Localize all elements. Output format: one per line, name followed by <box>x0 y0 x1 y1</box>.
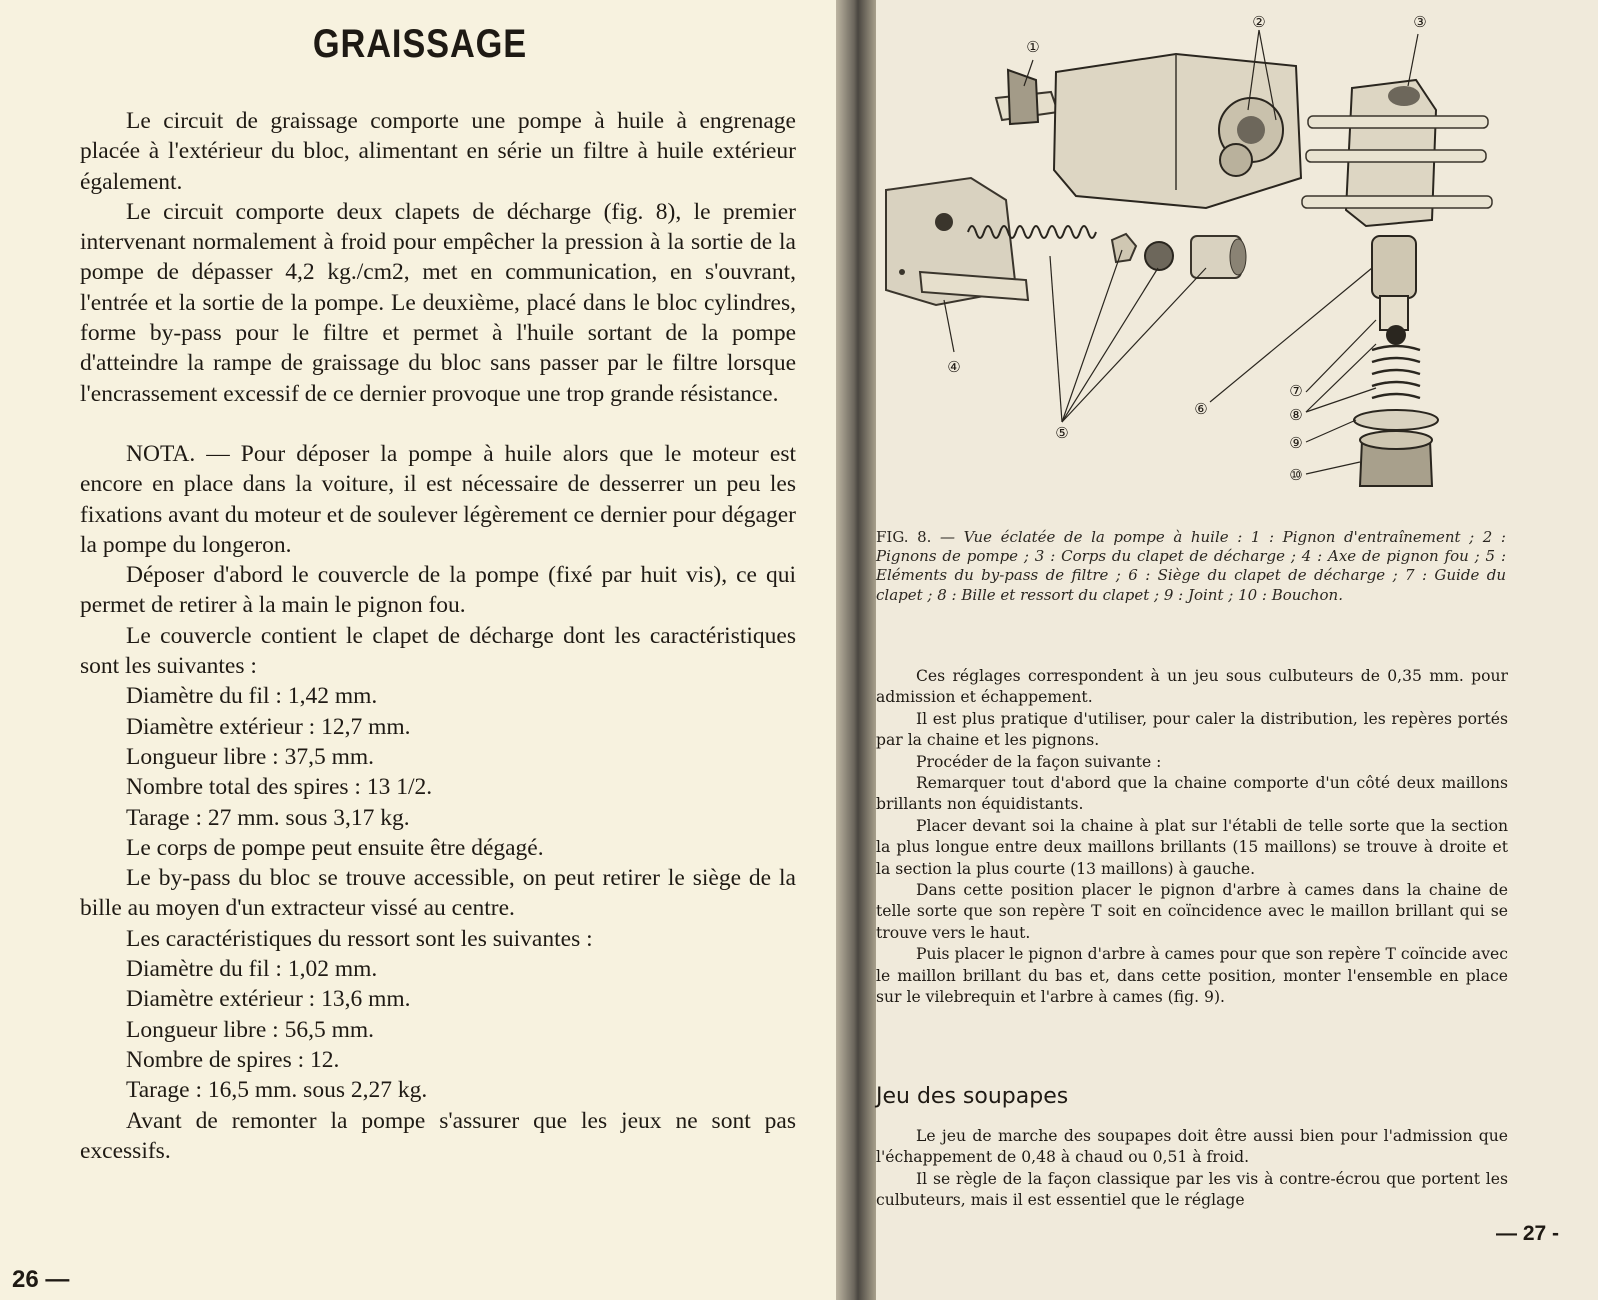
right-body-text <box>876 666 1508 1009</box>
paragraph: Il se règle de la façon classique par les vis à contre-écrou que portent les culbuteurs, mais il est essentiel que le réglage <box>876 1169 1508 1210</box>
callout-label: ② <box>1252 13 1266 31</box>
callout-label: ⑥ <box>1194 400 1208 418</box>
paragraph: Procéder de la façon suivante : <box>916 752 1162 771</box>
callout-label: ⑤ <box>1055 424 1069 442</box>
callout-label: ⑩ <box>1289 466 1303 484</box>
spec-line: Nombre total des spires : 13 1/2. <box>126 774 433 801</box>
paragraph: Le by-pass du bloc se trouve accessible, on peut retirer le siège de la bille au moyen d'un extracteur vissé au centre. <box>80 865 796 922</box>
paragraph: Placer devant soi la chaine à plat sur l'établi de telle sorte que la section la plus longue entre deux maillons brillants (15 maillons) se trouve à droite et la section la plus courte (13 maillons) à gauche. <box>876 816 1508 878</box>
callout-label: ④ <box>947 358 961 376</box>
paragraph: Ces réglages correspondent à un jeu sous culbuteurs de 0,35 mm. pour admission et échappement. <box>876 667 1508 707</box>
paragraph: Le corps de pompe peut ensuite être dégagé. <box>126 834 544 861</box>
spec-line: Diamètre extérieur : 13,6 mm. <box>126 986 411 1013</box>
spec-line: Longueur libre : 37,5 mm. <box>126 743 375 770</box>
spec-line: Diamètre du fil : 1,02 mm. <box>126 956 378 983</box>
book-gutter <box>836 0 876 1300</box>
left-body-text <box>80 106 796 1166</box>
paragraph: Le jeu de marche des soupapes doit être aussi bien pour l'admission que l'échappement de 0,48 à chaud ou 0,51 à froid. <box>876 1127 1508 1167</box>
figure-caption-text: — Vue éclatée de la pompe à huile : 1 : Pignon d'entraînement ; 2 : Pignons de pompe ; 3 : Corps du clapet de décharge ; 4 : Axe de pignon fou ; 5 : Eléments du by-pass de filtre ; 6 : Siège du clapet de décharge ; 7 : Guide du clapet ; 8 : Bille et ressort du clapet ; 9 : Joint ; 10 : Bouchon. <box>876 528 1506 604</box>
paragraph: Remarquer tout d'abord que la chaine comporte d'un côté deux maillons brillants non équidistants. <box>876 774 1508 814</box>
spec-line: Diamètre du fil : 1,42 mm. <box>126 683 378 710</box>
oil-pump-exploded-diagram <box>876 0 1598 520</box>
spec-line: Nombre de spires : 12. <box>126 1046 340 1073</box>
figure-caption <box>876 528 1506 605</box>
page-number: — 27 - <box>1496 1222 1560 1245</box>
callout-label: ⑨ <box>1289 434 1303 452</box>
paragraph: Il est plus pratique d'utiliser, pour caler la distribution, les repères portés par la chaine et les pignons. <box>876 709 1508 750</box>
spec-line: Diamètre extérieur : 12,7 mm. <box>126 713 411 740</box>
paragraph: Dans cette position placer le pignon d'arbre à cames dans la chaine de telle sorte que son repère T soit en coïncidence avec le maillon brillant qui se trouve vers le haut. <box>876 881 1508 942</box>
spec-line: Longueur libre : 56,5 mm. <box>126 1016 375 1043</box>
spec-line: Tarage : 16,5 mm. sous 2,27 kg. <box>126 1077 428 1104</box>
paragraph: Les caractéristiques du ressort sont les suivantes : <box>126 925 593 952</box>
nota-paragraph: NOTA. — Pour déposer la pompe à huile alors que le moteur est encore en place dans la voiture, il est nécessaire de desserrer un peu les fixations avant du moteur et de soulever légèrement ce dernier pour dégager la pompe du longeron. <box>80 440 796 558</box>
section-subtitle: Jeu des soupapes <box>876 1084 1069 1109</box>
callout-label: ③ <box>1413 13 1427 31</box>
callout-label: ⑧ <box>1289 406 1303 424</box>
paragraph: Avant de remonter la pompe s'assurer que les jeux ne sont pas excessifs. <box>80 1107 796 1164</box>
diagram-svg <box>876 0 1598 520</box>
right-page <box>876 0 1598 1300</box>
paragraph: Puis placer le pignon d'arbre à cames pour que son repère T coïncide avec le maillon brillant du bas et, dans cette position, monter l'ensemble en place sur le vilebrequin et l'arbre à cames (fig. 9). <box>876 945 1508 1007</box>
spec-line: Tarage : 27 mm. sous 3,17 kg. <box>126 804 410 831</box>
paragraph: Déposer d'abord le couvercle de la pompe (fixé par huit vis), ce qui permet de retirer à la main le pignon fou. <box>80 562 796 619</box>
page-number: 26 — <box>12 1266 70 1293</box>
page-title: GRAISSAGE <box>312 22 528 66</box>
right-body-text-2 <box>876 1126 1508 1212</box>
paragraph: Le couvercle contient le clapet de décharge dont les caractéristiques sont les suivantes : <box>80 622 796 680</box>
paragraph: Le circuit comporte deux clapets de décharge (fig. 8), le premier intervenant normalement à froid pour empêcher la pression à la sortie de la pompe de dépasser 4,2 kg./cm2, met en communication, en s'ouvrant, l'entrée et la sortie de la pompe. Le deuxième, placé dans le bloc cylindres, forme by-pass pour le filtre et permet à l'huile sortant de la pompe d'atteindre la rampe de graissage du bloc sans passer par le filtre lorsque l'encrassement excessif de ce dernier provoque une trop grande résistance. <box>80 198 796 407</box>
figure-label: FIG. 8. <box>876 528 932 546</box>
paragraph: Le circuit de graissage comporte une pompe à huile à engrenage placée à l'extérieur du bloc, alimentant en série un filtre à huile extérieur également. <box>80 108 796 195</box>
callout-label: ⑦ <box>1289 382 1303 400</box>
callout-label: ① <box>1026 38 1040 56</box>
